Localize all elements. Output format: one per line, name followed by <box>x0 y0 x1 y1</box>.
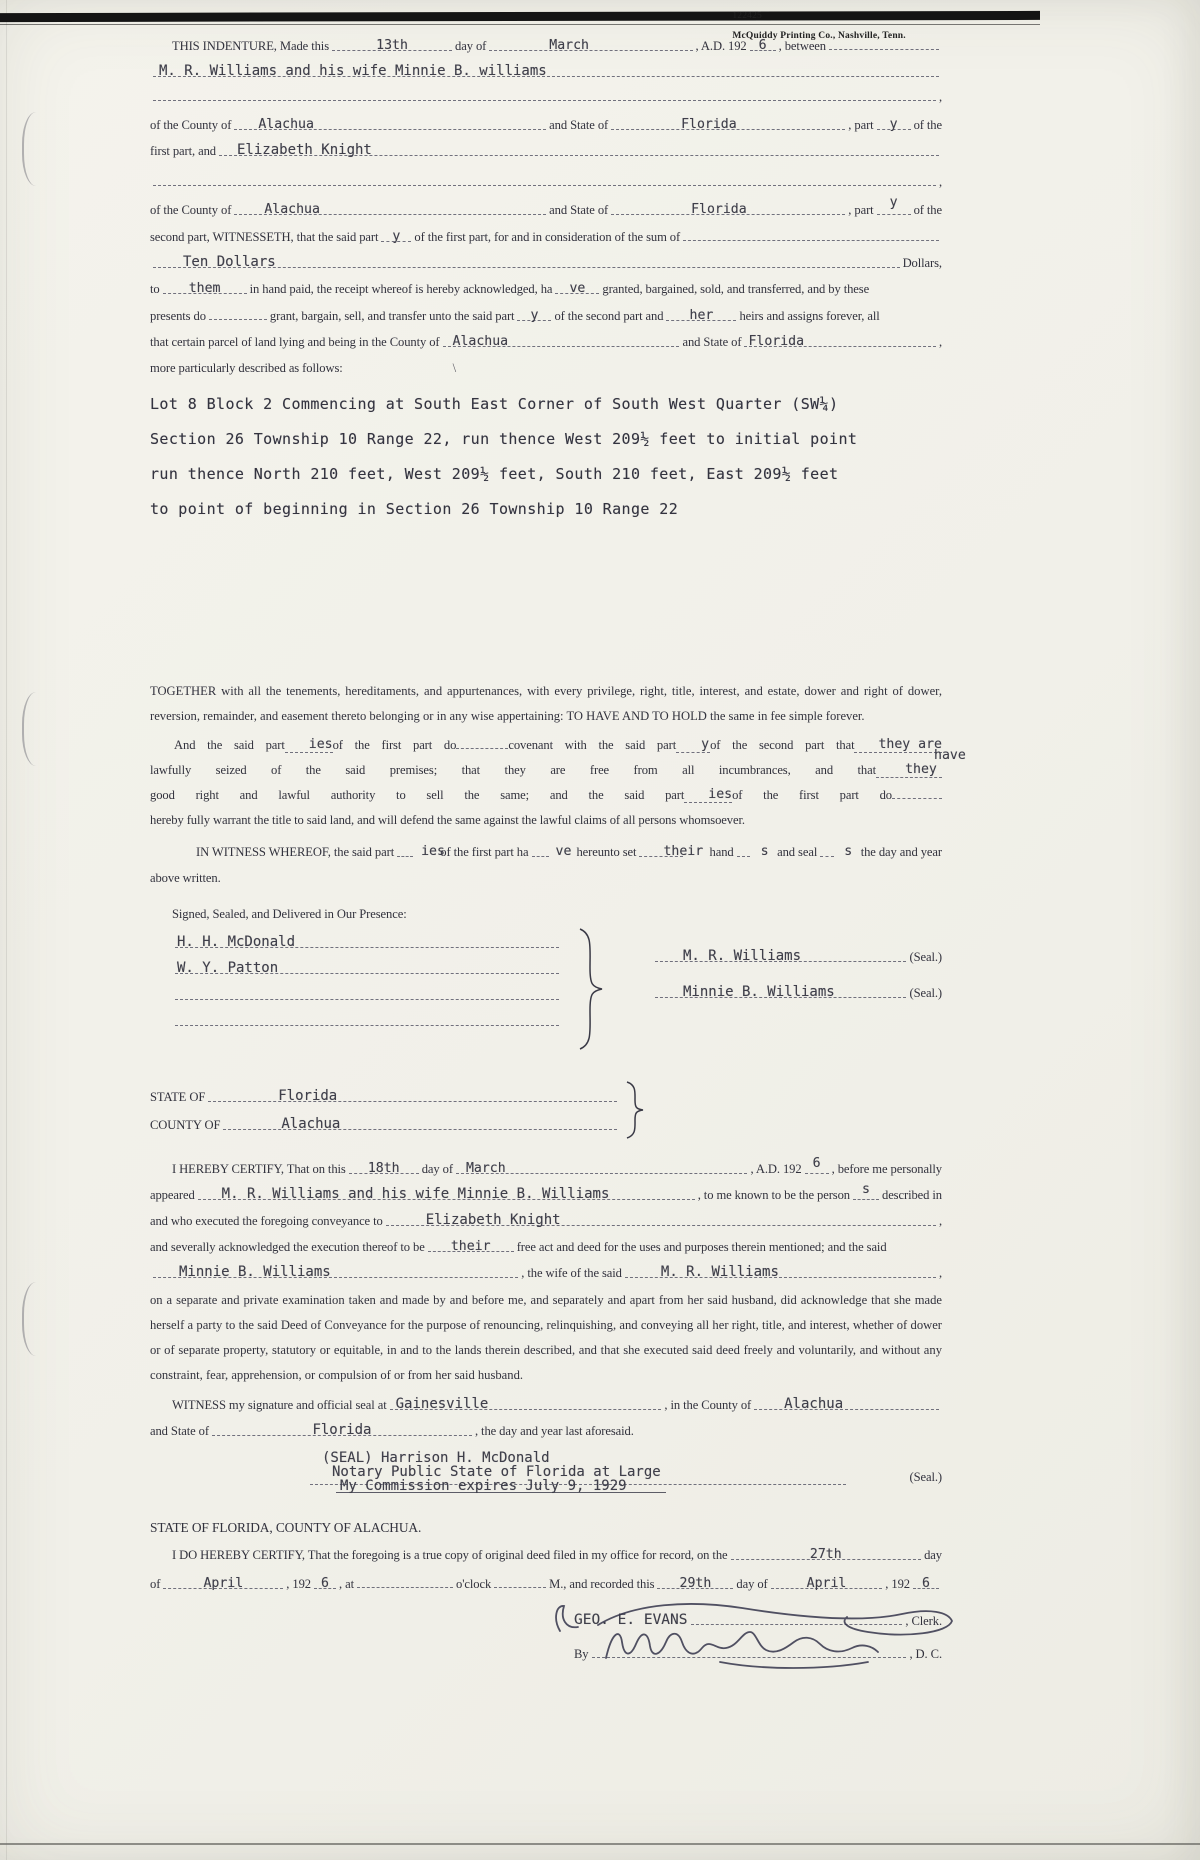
notary-title: Notary Public State of Florida at Large <box>332 1464 661 1480</box>
to-fill: them <box>188 281 221 296</box>
file-month-fill: April <box>203 1576 244 1591</box>
deputy-signature-handwriting <box>602 1624 902 1672</box>
recording-text: day of <box>736 1577 768 1591</box>
party-blank <box>381 226 411 242</box>
ies-fill: ies <box>308 737 333 752</box>
grantor-signature-line <box>652 946 942 968</box>
above-written-line <box>150 867 942 889</box>
covenant-text: of the second part that <box>710 738 855 752</box>
witness-seal-text: , the day and year last aforesaid. <box>474 1424 634 1438</box>
signature-block <box>150 932 942 1052</box>
recording-text: day <box>924 1548 942 1562</box>
state-of-line <box>150 1086 620 1108</box>
county2-fill: Alachua <box>264 202 320 217</box>
label-day-of: day of <box>455 39 487 53</box>
witness-brace <box>576 926 606 1052</box>
habendum-clause: TOGETHER with all the tenements, hereditaments, and appurtenances, with every privilege, right, title, interest, and estate, dower and right of dower, reversion, remainder, and easement thereto belonging or in any wise appertaining: TO HAVE AND TO HOLD the same in fee simple forever. <box>150 684 942 723</box>
label-sum-of: of the first part, for and in consideration of the sum of <box>414 230 681 244</box>
amount-blank <box>153 252 900 268</box>
dc-label: , D. C. <box>909 1647 942 1661</box>
do-blank <box>209 304 267 320</box>
ies-fill: ies <box>421 844 445 859</box>
clerk-label: , Clerk. <box>905 1614 942 1628</box>
file-year-fill: 6 <box>321 1576 329 1591</box>
recording-header: STATE OF FLORIDA, COUNTY OF ALACHUA. <box>150 1520 422 1535</box>
heirs-blank <box>666 305 736 321</box>
grantor1-blank <box>655 946 906 962</box>
label-in-hand: in hand paid, the receipt whereof is hereby acknowledged, ha <box>249 282 553 296</box>
oclock-blank <box>357 1572 453 1588</box>
file-month-blank <box>163 1573 283 1589</box>
witness-seal-text: , in the County of <box>664 1398 752 1412</box>
covenant-text: hereby fully warrant the title to said land, and will defend the same against the lawful claims of all persons whomsoever. <box>150 813 745 827</box>
ve-blank <box>532 841 572 859</box>
continuation-line <box>150 85 942 108</box>
city-fill: Gainesville <box>395 1396 489 1412</box>
state3-blank <box>744 331 936 347</box>
month-blank <box>489 35 692 51</box>
scan-bottom-rule <box>0 1843 1200 1845</box>
covenant-text: of the first part do <box>332 738 457 752</box>
printer-mark: 122425 <box>732 11 763 21</box>
county1-fill: Alachua <box>258 117 314 132</box>
ies-blank <box>397 841 445 859</box>
ack-year-blank <box>805 1158 829 1174</box>
rec-day-fill: 29th <box>679 1576 712 1591</box>
year-blank <box>750 35 776 51</box>
acknowledged-line <box>150 1236 942 1258</box>
rec-year-fill: 6 <box>922 1576 930 1591</box>
recording-text: I DO HEREBY CERTIFY, That the foregoing is a true copy of original deed filed in my office for record, on the <box>172 1548 728 1562</box>
witness-seal-text: WITNESS my signature and official seal at <box>172 1398 387 1412</box>
grantor-names-line <box>150 61 942 77</box>
witness-text: of the first part ha <box>440 845 529 859</box>
state3-fill: Florida <box>748 334 805 349</box>
ies-fill-2: ies <box>708 787 733 802</box>
venue-brace <box>624 1080 646 1140</box>
comma: , <box>938 1214 942 1228</box>
file-year-blank <box>314 1573 336 1589</box>
legal-description-line-3: run thence North 210 feet, West 209½ feet, South 210 feet, East 209½ feet <box>150 465 839 483</box>
part2-fill: y <box>889 195 898 210</box>
by-label: By <box>574 1647 589 1661</box>
s-fill: s <box>760 844 769 859</box>
between-blank <box>829 34 939 50</box>
certify-text: , A.D. 192 <box>750 1162 802 1176</box>
opening-line <box>150 34 942 57</box>
witness-text: and seal <box>777 845 818 859</box>
described-line <box>150 357 942 379</box>
witness-text: the day and year <box>860 845 942 859</box>
notary-seal-name: (SEAL) Harrison H. McDonald <box>322 1450 550 1466</box>
state1-blank <box>611 114 845 130</box>
label-ad: , A.D. 192 <box>695 39 747 53</box>
do-blank-2 <box>892 784 942 799</box>
do-blank <box>456 734 508 749</box>
s-fill: s <box>862 1182 870 1197</box>
witness-text: IN WITNESS WHEREOF, the said part <box>196 845 395 859</box>
label-state-of: STATE OF <box>150 1090 206 1104</box>
amount-line <box>150 252 942 274</box>
rec-month-fill: April <box>806 1576 847 1591</box>
label-to: to <box>150 282 160 296</box>
part1-blank <box>877 114 911 130</box>
county-of-line <box>150 1114 620 1136</box>
comma: , <box>938 90 942 104</box>
grantee-line <box>150 140 942 162</box>
they-have-blank <box>876 748 966 778</box>
seal-label: (Seal.) <box>909 986 942 1000</box>
recording-text: , at <box>339 1577 354 1591</box>
parcel-line <box>150 331 942 353</box>
ve-fill: ve <box>555 844 572 859</box>
seal-county-fill: Alachua <box>784 1396 844 1412</box>
label-first-part-and: first part, and <box>150 144 216 158</box>
witness1-blank <box>175 932 559 948</box>
appeared-line <box>150 1184 942 1206</box>
husband-blank <box>625 1262 936 1278</box>
recording-date-line <box>150 1572 942 1595</box>
y-fill: y <box>701 737 710 752</box>
persons-blank <box>198 1184 695 1200</box>
deputy-clerk-line <box>150 1642 942 1665</box>
county2-blank <box>234 199 546 215</box>
ack-month-blank <box>456 1158 747 1174</box>
witness-signature-line <box>172 958 562 974</box>
county3-blank <box>443 331 680 347</box>
recording-text: , 192 <box>286 1577 311 1591</box>
label-and-state: and State of <box>549 118 609 132</box>
part1-fill: y <box>889 117 898 132</box>
day-fill: 13th <box>376 38 408 53</box>
aforesaid-line <box>150 1420 942 1442</box>
grantor-signature-line <box>652 982 942 1004</box>
state-fill: Florida <box>278 1088 338 1104</box>
witness-column <box>150 932 562 1030</box>
heirs-fill: her <box>689 308 714 323</box>
label-part: , part <box>848 118 874 132</box>
ha-blank <box>555 278 599 294</box>
presence-label: Signed, Sealed, and Delivered in Our Presence: <box>172 907 407 921</box>
file-day-fill: 27th <box>809 1547 842 1562</box>
label-described: more particularly described as follows: <box>150 361 343 375</box>
witness-signature-line <box>172 984 562 1000</box>
legal-description-line-2: Section 26 Township 10 Range 22, run thence West 209½ feet to initial point <box>150 430 858 448</box>
year-fill: 6 <box>758 38 767 53</box>
label-of-the: of the <box>913 118 942 132</box>
seal-label: (Seal.) <box>909 950 942 964</box>
ack-month-fill: March <box>465 1161 506 1176</box>
certify-text: and who executed the foregoing conveyance to <box>150 1214 383 1228</box>
county3-fill: Alachua <box>452 334 509 349</box>
legal-description-line-4: to point of beginning in Section 26 Township 10 Range 22 <box>150 500 679 518</box>
label-granted: granted, bargained, sold, and transferred, and by these <box>602 282 870 296</box>
their-blank <box>639 841 704 859</box>
certify-text: , the wife of the said <box>521 1266 622 1280</box>
comma: , <box>938 1266 942 1280</box>
witness-text: hereunto set <box>576 845 637 859</box>
ies-blank <box>285 738 333 753</box>
y-blank <box>676 738 710 753</box>
second-party-county-line <box>150 195 942 221</box>
witness-seal-text: and State of <box>150 1424 209 1438</box>
certify-text: , to me known to be the person <box>697 1188 850 1202</box>
label-heirs: heirs and assigns forever, all <box>739 309 880 323</box>
day-blank <box>332 35 452 51</box>
witness1-signature: H. H. McDonald <box>177 934 296 950</box>
witness-seal-line <box>150 1394 942 1416</box>
label-parcel: that certain parcel of land lying and being in the County of <box>150 335 440 349</box>
county-blank <box>223 1114 617 1130</box>
meridiem-blank <box>494 1572 546 1588</box>
clerk-name: GEO. E. EVANS <box>574 1612 688 1628</box>
ack-day-fill: 18th <box>367 1161 400 1176</box>
empty-blank <box>153 170 936 186</box>
first-party-county-line <box>150 114 942 136</box>
state1-fill: Florida <box>681 117 737 132</box>
covenant-text: And the said part <box>174 738 285 752</box>
seal-county-blank <box>754 1394 939 1410</box>
conveyance-line <box>150 1210 942 1232</box>
state2-blank <box>611 199 845 215</box>
ha-fill: ve <box>569 281 586 296</box>
certify-text: I HEREBY CERTIFY, That on this <box>172 1162 346 1176</box>
label-and-state: and State of <box>549 203 609 217</box>
witness-text: above written. <box>150 871 221 885</box>
s-blank <box>853 1184 879 1200</box>
covenant-clause <box>150 733 966 833</box>
binding-mark <box>22 692 44 766</box>
grantor2-blank <box>655 982 906 998</box>
deed-body <box>150 30 966 1669</box>
certify-text: , before me personally <box>831 1162 942 1176</box>
amount-fill: Ten Dollars <box>183 254 276 270</box>
party-fill-2: y <box>530 308 539 323</box>
label-second-part-and: of the second part and <box>554 309 664 323</box>
certify-text: appeared <box>150 1188 195 1202</box>
sum-blank <box>683 225 939 241</box>
county1-blank <box>234 114 546 130</box>
witness2-blank <box>175 958 559 974</box>
label-of-county: of the County of <box>150 203 232 217</box>
grantor1-signature: M. R. Williams <box>683 948 802 964</box>
persons-fill: M. R. Williams and his wife Minnie B. Williams <box>221 1186 610 1202</box>
grantee-blank <box>219 140 939 156</box>
binding-mark <box>22 1282 44 1356</box>
venue-block <box>150 1086 620 1136</box>
wife-line <box>150 1262 942 1284</box>
empty-witness-blank <box>175 1010 559 1026</box>
legal-description-line-1: Lot 8 Block 2 Commencing at South East Corner of South West Quarter (SW¼) <box>150 395 839 413</box>
label-presents-do: presents do <box>150 309 206 323</box>
certify-line <box>150 1158 942 1180</box>
rec-year-blank <box>913 1573 939 1589</box>
recording-text: o'clock <box>456 1577 492 1591</box>
s-blank <box>737 841 769 859</box>
party-fill: y <box>392 229 401 244</box>
wife-fill: Minnie B. Williams <box>179 1264 331 1280</box>
grantors-blank <box>153 61 939 77</box>
grantee-fill: Elizabeth Knight <box>237 142 372 158</box>
ack-grantee-blank <box>386 1210 936 1226</box>
witness-signature-line <box>172 932 562 948</box>
seal-state-blank <box>212 1420 472 1436</box>
presents-line <box>150 304 942 327</box>
comma: , <box>938 335 942 349</box>
continuation-line-2 <box>150 170 942 193</box>
state2-fill: Florida <box>691 202 747 217</box>
witness-text: hand <box>709 845 734 859</box>
label-dollars: Dollars, <box>902 256 942 270</box>
printer-name: McQuiddy Printing Co., Nashville, Tenn. <box>732 31 906 41</box>
notary-commission: My Commission expires July 9, 1929 <box>340 1478 627 1494</box>
label-between: , between <box>778 39 826 53</box>
certify-text: described in <box>882 1188 942 1202</box>
husband-fill: M. R. Williams <box>660 1264 779 1280</box>
ies-blank-2 <box>684 788 732 803</box>
seal-label: (Seal.) <box>909 1470 942 1484</box>
s-blank-2 <box>820 841 853 859</box>
ack-day-blank <box>349 1158 419 1174</box>
covenant-text: covenant with the said part <box>508 738 677 752</box>
month-fill: March <box>549 38 589 53</box>
grantor2-signature: Minnie B. Williams <box>683 984 835 1000</box>
seal-state-fill: Florida <box>312 1422 372 1438</box>
separate-examination-clause: on a separate and private examination taken and made by and before me, and separately and apart from her said husband, did acknowledge that she made herself a party to the said Deed of Conveyance for the purpose of renouncing, relinquishing, and conveying all her right, title, and interest, whether of dower or of separate property, statutory or equitable, in and to the lands therein described, and that she executed said deed freely and voluntarily, and without any constraint, fear, apprehension, or compulsion of or from her said husband. <box>150 1293 942 1382</box>
recording-text: M., and recorded this <box>549 1577 655 1591</box>
covenant-text: good right and lawful authority to sell the same; and the said part <box>150 788 685 802</box>
city-blank <box>390 1394 662 1410</box>
their-blank <box>428 1236 514 1252</box>
wife-blank <box>153 1262 518 1278</box>
ack-grantee-fill: Elizabeth Knight <box>425 1212 561 1228</box>
they-are-fill: they are <box>878 737 943 752</box>
label-and-state: and State of <box>682 335 742 349</box>
witness2-signature: W. Y. Patton <box>177 960 279 976</box>
label-county-of: COUNTY OF <box>150 1118 221 1132</box>
label-made-this: THIS INDENTURE, Made this <box>172 39 330 53</box>
scan-left-edge <box>6 0 7 1860</box>
county-fill: Alachua <box>281 1116 341 1132</box>
legal-description <box>150 387 942 527</box>
covenant-text: of the first part do <box>732 788 892 802</box>
part2-blank <box>877 195 911 215</box>
stray-mark: \ <box>452 361 457 375</box>
party-blank-2 <box>517 305 551 321</box>
blank-space <box>150 527 942 679</box>
label-of-the: of the <box>913 203 942 217</box>
certify-text: free act and deed for the uses and purposes therein mentioned; and the said <box>516 1240 887 1254</box>
covenant-text: lawfully seized of the said premises; that they are free from all incumbrances, and that <box>150 763 876 777</box>
s-fill-2: s <box>844 844 853 859</box>
their-fill: their <box>450 1239 491 1254</box>
ack-year-fill: 6 <box>812 1156 821 1171</box>
label-witnesseth: second part, WITNESSETH, that the said part <box>150 230 379 244</box>
they-fill: they <box>905 762 937 777</box>
grantor-signature-column <box>606 932 942 1008</box>
rec-day-blank <box>657 1573 733 1589</box>
witness-signature-line <box>172 1010 562 1026</box>
witness-clause-line <box>150 841 942 863</box>
recording-text: of <box>150 1577 161 1591</box>
binding-mark <box>22 112 44 186</box>
label-of-county: of the County of <box>150 118 232 132</box>
have-fill: have <box>934 748 966 763</box>
their-fill: their <box>663 844 704 859</box>
witnesseth-line <box>150 225 942 248</box>
empty-blank <box>153 85 936 101</box>
grantor-names: M. R. Williams and his wife Minnie B. williams <box>159 63 547 79</box>
certify-text: and severally acknowledged the execution thereof to be <box>150 1240 425 1254</box>
comma: , <box>938 175 942 189</box>
state-blank <box>208 1086 617 1102</box>
recording-certify-line <box>150 1544 942 1566</box>
to-blank <box>163 278 247 294</box>
label-grant: grant, bargain, sell, and transfer unto the said part <box>269 309 515 323</box>
in-hand-line <box>150 278 942 300</box>
label-part: , part <box>848 203 874 217</box>
rec-month-blank <box>771 1573 883 1589</box>
certify-text: day of <box>421 1162 453 1176</box>
file-day-blank <box>731 1544 922 1560</box>
empty-witness-blank <box>175 984 559 1000</box>
recording-text: , 192 <box>885 1577 910 1591</box>
notary-signature-block <box>150 1452 942 1510</box>
